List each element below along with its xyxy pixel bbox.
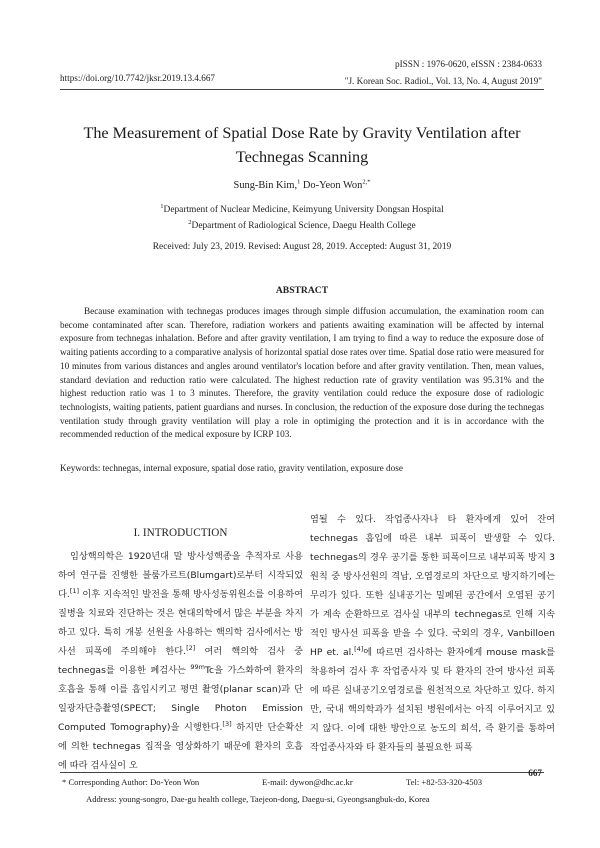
footer-divider: [60, 772, 544, 773]
journal-header-right: [345, 56, 542, 90]
affiliation-2: [60, 218, 544, 231]
title-line-2: Technegas Scanning: [235, 148, 369, 166]
author-2-affil-sup: 2,*: [362, 178, 371, 186]
affiliation-1-sup: 1: [160, 202, 164, 210]
intro-paragraph-1: [58, 547, 303, 775]
affiliation-1: [60, 202, 544, 215]
corresponding-author: * Corresponding Author: Do-Yeon Won: [62, 777, 200, 787]
title-line-1: The Measurement of Spatial Dose Rate by Gravity Ventilation after: [83, 124, 521, 142]
author-phone: Tel: +82-53-320-4503: [406, 777, 483, 787]
author-2: Do-Yeon Won: [302, 180, 363, 191]
affiliation-2-sup: 2: [188, 218, 192, 226]
page-number: 667: [528, 768, 542, 778]
intro-right-text-a: 염될 수 있다. 작업종사자나 타 환자에게 있어 잔여 technegas 흡입에 따른 내부 피폭이 발생할 수 있다. technegas의 경우 공기를 통한 피폭이므로 내부피폭 방지 3원칙 중 방사선원의 격납, 오염경로의 차단으로 방지하기에는 무리가 있다. 또한 실내공기는 밀폐된 공간에서 오염된 공기가 계속 순환하므로 검사실 내부의 technegas로 인해 지속적인 방사선 피폭을 받을 수 있다. 국외의 경우, Vanbilloen HP et. al.: [310, 514, 555, 658]
isotope-mass-sup: 99m: [190, 662, 205, 671]
intro-text-e: 하지만 단순확산에 의한 technegas 집적을 영상화하기 때문에 환자의 호흡에 따라 검사실이 오: [58, 722, 303, 771]
author-1: Sung-Bin Kim,: [233, 180, 298, 191]
affiliation-2-text: Department of Radiological Science, Daegu Health College: [191, 221, 416, 231]
intro-paragraph-continued: [310, 510, 555, 757]
citation-text: "J. Korean Soc. Radiol., Vol. 13, No. 4, August 2019": [344, 76, 542, 86]
citation-ref-2[interactable]: [2]: [186, 643, 196, 652]
intro-right-text-b: 에 따르면 검사하는 환자에게 mouse mask를 착용하여 검사 후 작업종사자 및 타 환자의 잔여 방사선 피폭에 따른 실내공기오염경로를 원천적으로 차단하고 있다. 하지만, 국내 핵의학과가 설치된 병원에서는 아직 이루어지고 있지 않다. 이에 대한 방안으로 농도의 희석, 즉 환기를 통하여 작업종사자와 타 환자들의 불필요한 피폭: [310, 647, 555, 753]
citation-ref-4[interactable]: [4]: [354, 644, 364, 653]
left-column: [58, 510, 303, 775]
intro-text-b: 이후 지속적인 발전을 통해 방사성동위원소를 이용하여 질병을 치료와 진단하는 것은 현대의학에서 많은 부분을 차지하고 있다. 특히 개봉 선원을 사용하는 핵의학 검사에서는 방사선 피폭에 주의해야 한다.: [58, 589, 303, 657]
intro-text-c: 여러 핵의학 검사 중 technegas를 이용한 폐검사는: [58, 646, 303, 676]
section-heading-introduction: I. INTRODUCTION: [133, 527, 228, 539]
keywords-line: Keywords: technegas, internal exposure, spatial dose ratio, gravity ventilation, exposure dose: [60, 463, 403, 473]
right-column: [310, 510, 555, 757]
issn-text: pISSN : 1976-0620, eISSN : 2384-0633: [394, 59, 542, 69]
intro-text-a: 임상핵의학은 1920년대 말 방사성핵종을 추적자로 사용하여 연구를 진행한 블룸가르트(Blumgart)로부터 시작되었다.: [58, 551, 303, 600]
abstract-body: Because examination with technegas produces images through simple diffusion accumulation, the examination room can become contaminated after scan. Therefore, radiation workers and patients awaiting examination will be affected by internal exposure from technegas inhalation. Before and after gravity ventilation, I am trying to find a way to reduce the exposure dose of waiting patients according to a comparative analysis of horizontal spatial dose rates over time. Spatial dose ratio were measured for 10 minutes from various distances and angles around ventilator's location before and after gravity ventilation. Then, mean values, standard deviation and reduction ratio were calculated. The highest reduction rate of gravity ventilation was 95.31% and the highest reduction ratio was 1 to 3 minutes. Therefore, the gravity ventilation could reduce the exposure dose of radiologic technologists, waiting patients, patient guardians and nurses. In conclusion, the reduction of the exposure dose during the technegas ventilation study through gravity ventilation will play a role in optimiging the protection and it is in accordance with the recommended reduction of the medical exposure by ICRP 103.: [60, 306, 545, 440]
affiliation-1-text: Department of Nuclear Medicine, Keimyung University Dongsan Hospital: [163, 205, 444, 215]
abstract-heading: ABSTRACT: [275, 285, 329, 296]
header-divider: [60, 89, 544, 90]
citation-ref-3[interactable]: [3]: [222, 719, 232, 728]
author-email[interactable]: E-mail: dywon@dhc.ac.kr: [262, 777, 353, 787]
doi-link[interactable]: https://doi.org/10.7742/jksr.2019.13.4.667: [60, 73, 216, 83]
author-1-affil-sup: 1: [297, 178, 301, 186]
submission-dates: Received: July 23, 2019. Revised: August 28, 2019. Accepted: August 31, 2019: [152, 242, 452, 252]
citation-ref-1[interactable]: [1]: [69, 586, 80, 595]
author-list: [60, 180, 544, 191]
intro-text-d: Tc을 가스화하여 환자의 호흡을 통해 이를 흡입시키고 평면 촬영(planar scan)과 단일광자단층촬영(SPECT; Single Photon Emission Computed Tomography)을 시행한다.: [58, 665, 303, 733]
author-address: Address: young-songro, Dae-gu health college, Taejeon-dong, Daegu-si, Gyeongsangbuk-do, Korea: [86, 794, 430, 804]
paper-title: [60, 121, 544, 169]
